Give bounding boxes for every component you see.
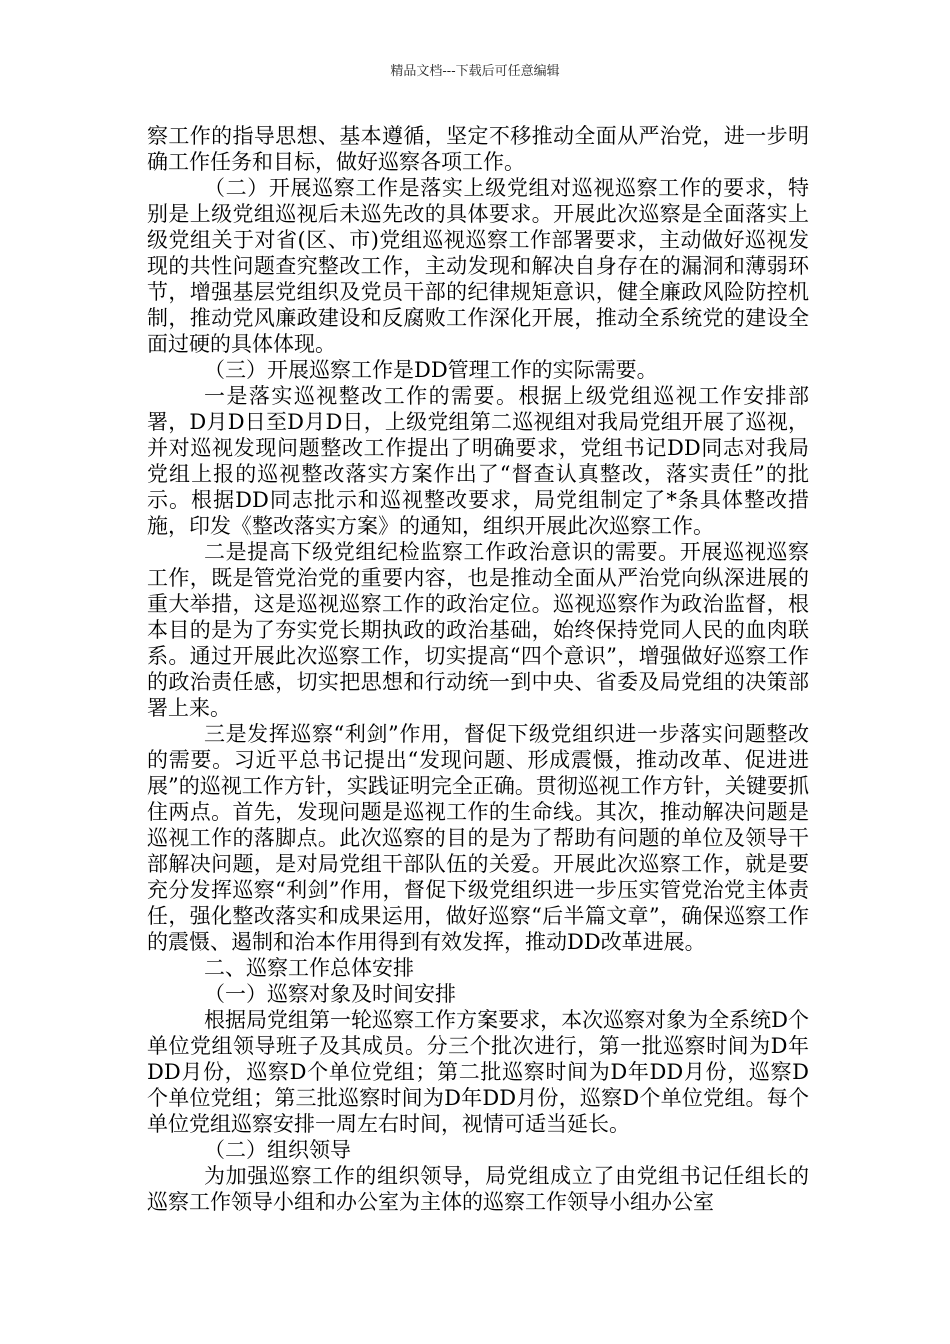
document-body [147, 123, 809, 1215]
paragraph-organization: 为加强巡察工作的组织领导，局党组成立了由党组书记任组长的巡察工作领导小组和办公室为主体的巡察工作领导小组办公室 [147, 1164, 809, 1214]
subheading-targets-schedule: （一）巡察对象及时间安排 [204, 982, 456, 1006]
page-header: 精品文档---下载后可任意编辑 [390, 64, 560, 79]
paragraph-point-3: 三是发挥巡察“利剑”作用，督促下级党组织进一步落实问题整改的需要。习近平总书记提出“发现问题、形成震慑，推动改革、促进进展”的巡视工作方针，实践证明完全正确。贯彻巡视工作方针，关键要抓住两点。首先，发现问题是巡视工作的生命线。其次，推动解决问题是巡视工作的落脚点。此次巡察的目的是为了帮助有问题的单位及领导干部解决问题，是对局党组干部队伍的关爱。开展此次巡察工作，就是要充分发挥巡察“利剑”作用，督促下级党组织进一步压实管党治党主体责任，强化整改落实和成果运用，做好巡察“后半篇文章”，确保巡察工作的震慑、遏制和治本作用得到有效发挥，推动DD改革进展。 [147, 722, 809, 954]
subheading-organization: （二）组织领导 [204, 1138, 351, 1162]
paragraph-point-1: 一是落实巡视整改工作的需要。根据上级党组巡视工作安排部署，D月D日至D月D日，上级党组第二巡视组对我局党组开展了巡视，并对巡视发现问题整改工作提出了明确要求，党组书记DD同志对我局党组上报的巡视整改落实方案作出了“督查认真整改，落实责任”的批示。根据DD同志批示和巡视整改要求，局党组制定了*条具体整改措施，印发《整改落实方案》的通知，组织开展此次巡察工作。 [147, 384, 809, 538]
paragraph-section-3: （三）开展巡察工作是DD管理工作的实际需要。 [204, 358, 658, 382]
paragraph-point-2: 二是提高下级党组纪检监察工作政治意识的需要。开展巡视巡察工作，既是管党治党的重要内容，也是推动全面从严治党向纵深进展的重大举措，这是巡视巡察工作的政治定位。巡视巡察作为政治监督，根本目的是为了夯实党长期执政的政治基础，始终保持党同人民的血肉联系。通过开展此次巡察工作，切实提高“四个意识”，增强做好巡察工作的政治责任感，切实把思想和行动统一到中央、省委及局党组的决策部署上来。 [147, 540, 809, 720]
paragraph-schedule: 根据局党组第一轮巡察工作方案要求，本次巡察对象为全系统D个单位党组领导班子及其成员。分三个批次进行，第一批巡察时间为D年DD月份，巡察D个单位党组；第二批巡察时间为D年DD月份，巡察D个单位党组；第三批巡察时间为D年DD月份，巡察D个单位党组。每个单位党组巡察安排一周左右时间，视情可适当延长。 [147, 1008, 809, 1136]
paragraph-section-2: （二）开展巡察工作是落实上级党组对巡视巡察工作的要求，特别是上级党组巡视后未巡先改的具体要求。开展此次巡察是全面落实上级党组关于对省(区、市)党组巡视巡察工作部署要求，主动做好巡视发现的共性问题查究整改工作，主动发现和解决自身存在的漏洞和薄弱环节，增强基层党组织及党员干部的纪律规矩意识，健全廉政风险防控机制，推动党风廉政建设和反腐败工作深化开展，推动全系统党的建设全面过硬的具体体现。 [147, 176, 809, 356]
paragraph-continuation: 察工作的指导思想、基本遵循，坚定不移推动全面从严治党，进一步明确工作任务和目标，做好巡察各项工作。 [147, 124, 809, 174]
heading-overall-arrangement: 二、巡察工作总体安排 [204, 956, 414, 980]
